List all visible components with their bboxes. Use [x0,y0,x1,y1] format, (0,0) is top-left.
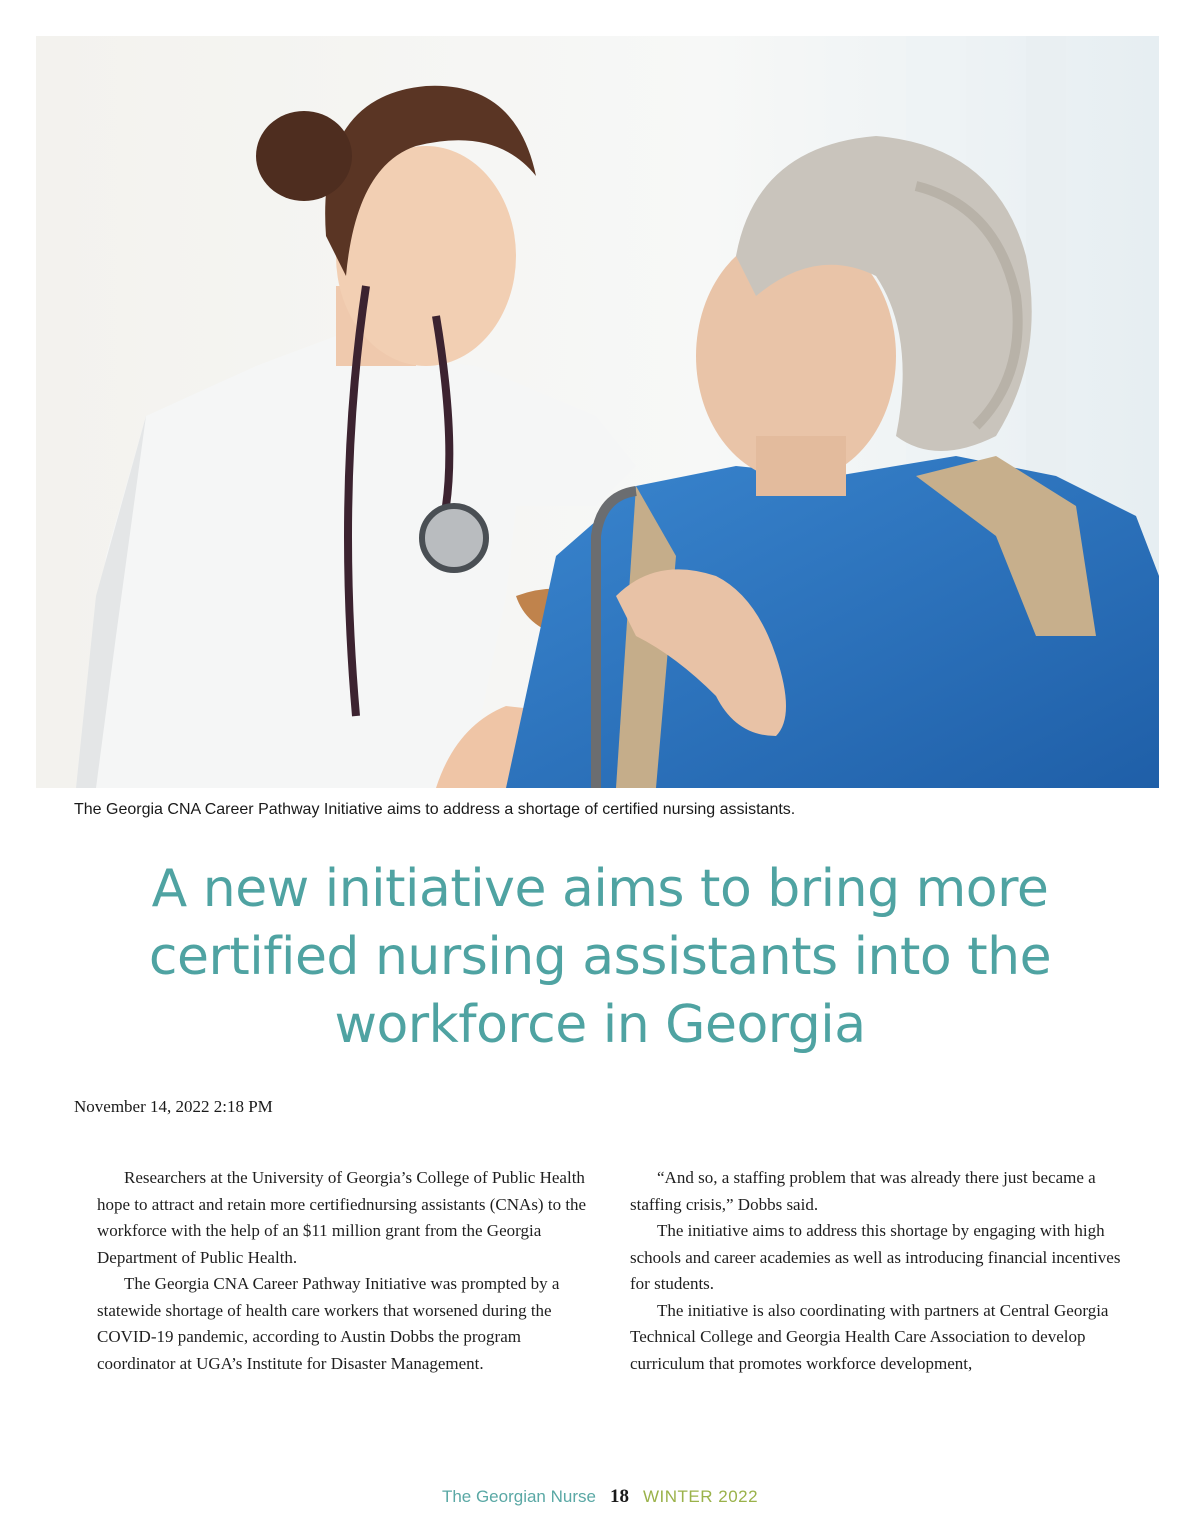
headline-line-3: workforce in Georgia [334,995,866,1055]
body-column-right [630,1165,1130,1377]
dateline: November 14, 2022 2:18 PM [74,1097,273,1116]
page-number: 18 [609,1486,629,1507]
body-paragraph: Researchers at the University of Georgia’s College of Public Health hope to attract and retain more certifiednursing assistants (CNAs) to the workforce with the help of an $11 million grant from the Georgia Department of Public Health. [97,1168,587,1267]
body-paragraph: The initiative aims to address this shortage by engaging with high schools and career academies as well as introducing financial incentives for students. [630,1221,1121,1293]
body-paragraph: The Georgia CNA Career Pathway Initiative was prompted by a statewide shortage of health care workers that worsened during the COVID-19 pandemic, according to Austin Dobbs the program coordinator at UGA’s Institute for Disaster Management. [97,1274,560,1373]
body-paragraph: The initiative is also coordinating with partners at Central Georgia Technical College and Georgia Health Care Association to develop curriculum that promotes workforce development, [630,1300,1109,1373]
photo-caption: The Georgia CNA Career Pathway Initiative aims to address a shortage of certified nursing assistants. [74,801,796,818]
headline-line-1: A new initiative aims to bring more [151,859,1049,919]
body-column-left [97,1165,597,1377]
headline-line-2: certified nursing assistants into the [148,927,1052,987]
footer-issue: WINTER 2022 [642,1487,759,1506]
footer-publication: The Georgian Nurse [441,1487,596,1506]
page-footer [0,1486,1200,1508]
photo-nurse-with-elderly-patient-icon [36,36,1159,788]
article-photo [36,36,1159,788]
article-headline [80,855,1120,1059]
body-paragraph: “And so, a staffing problem that was already there just became a staffing crisis,” Dobbs said. [630,1168,1096,1214]
